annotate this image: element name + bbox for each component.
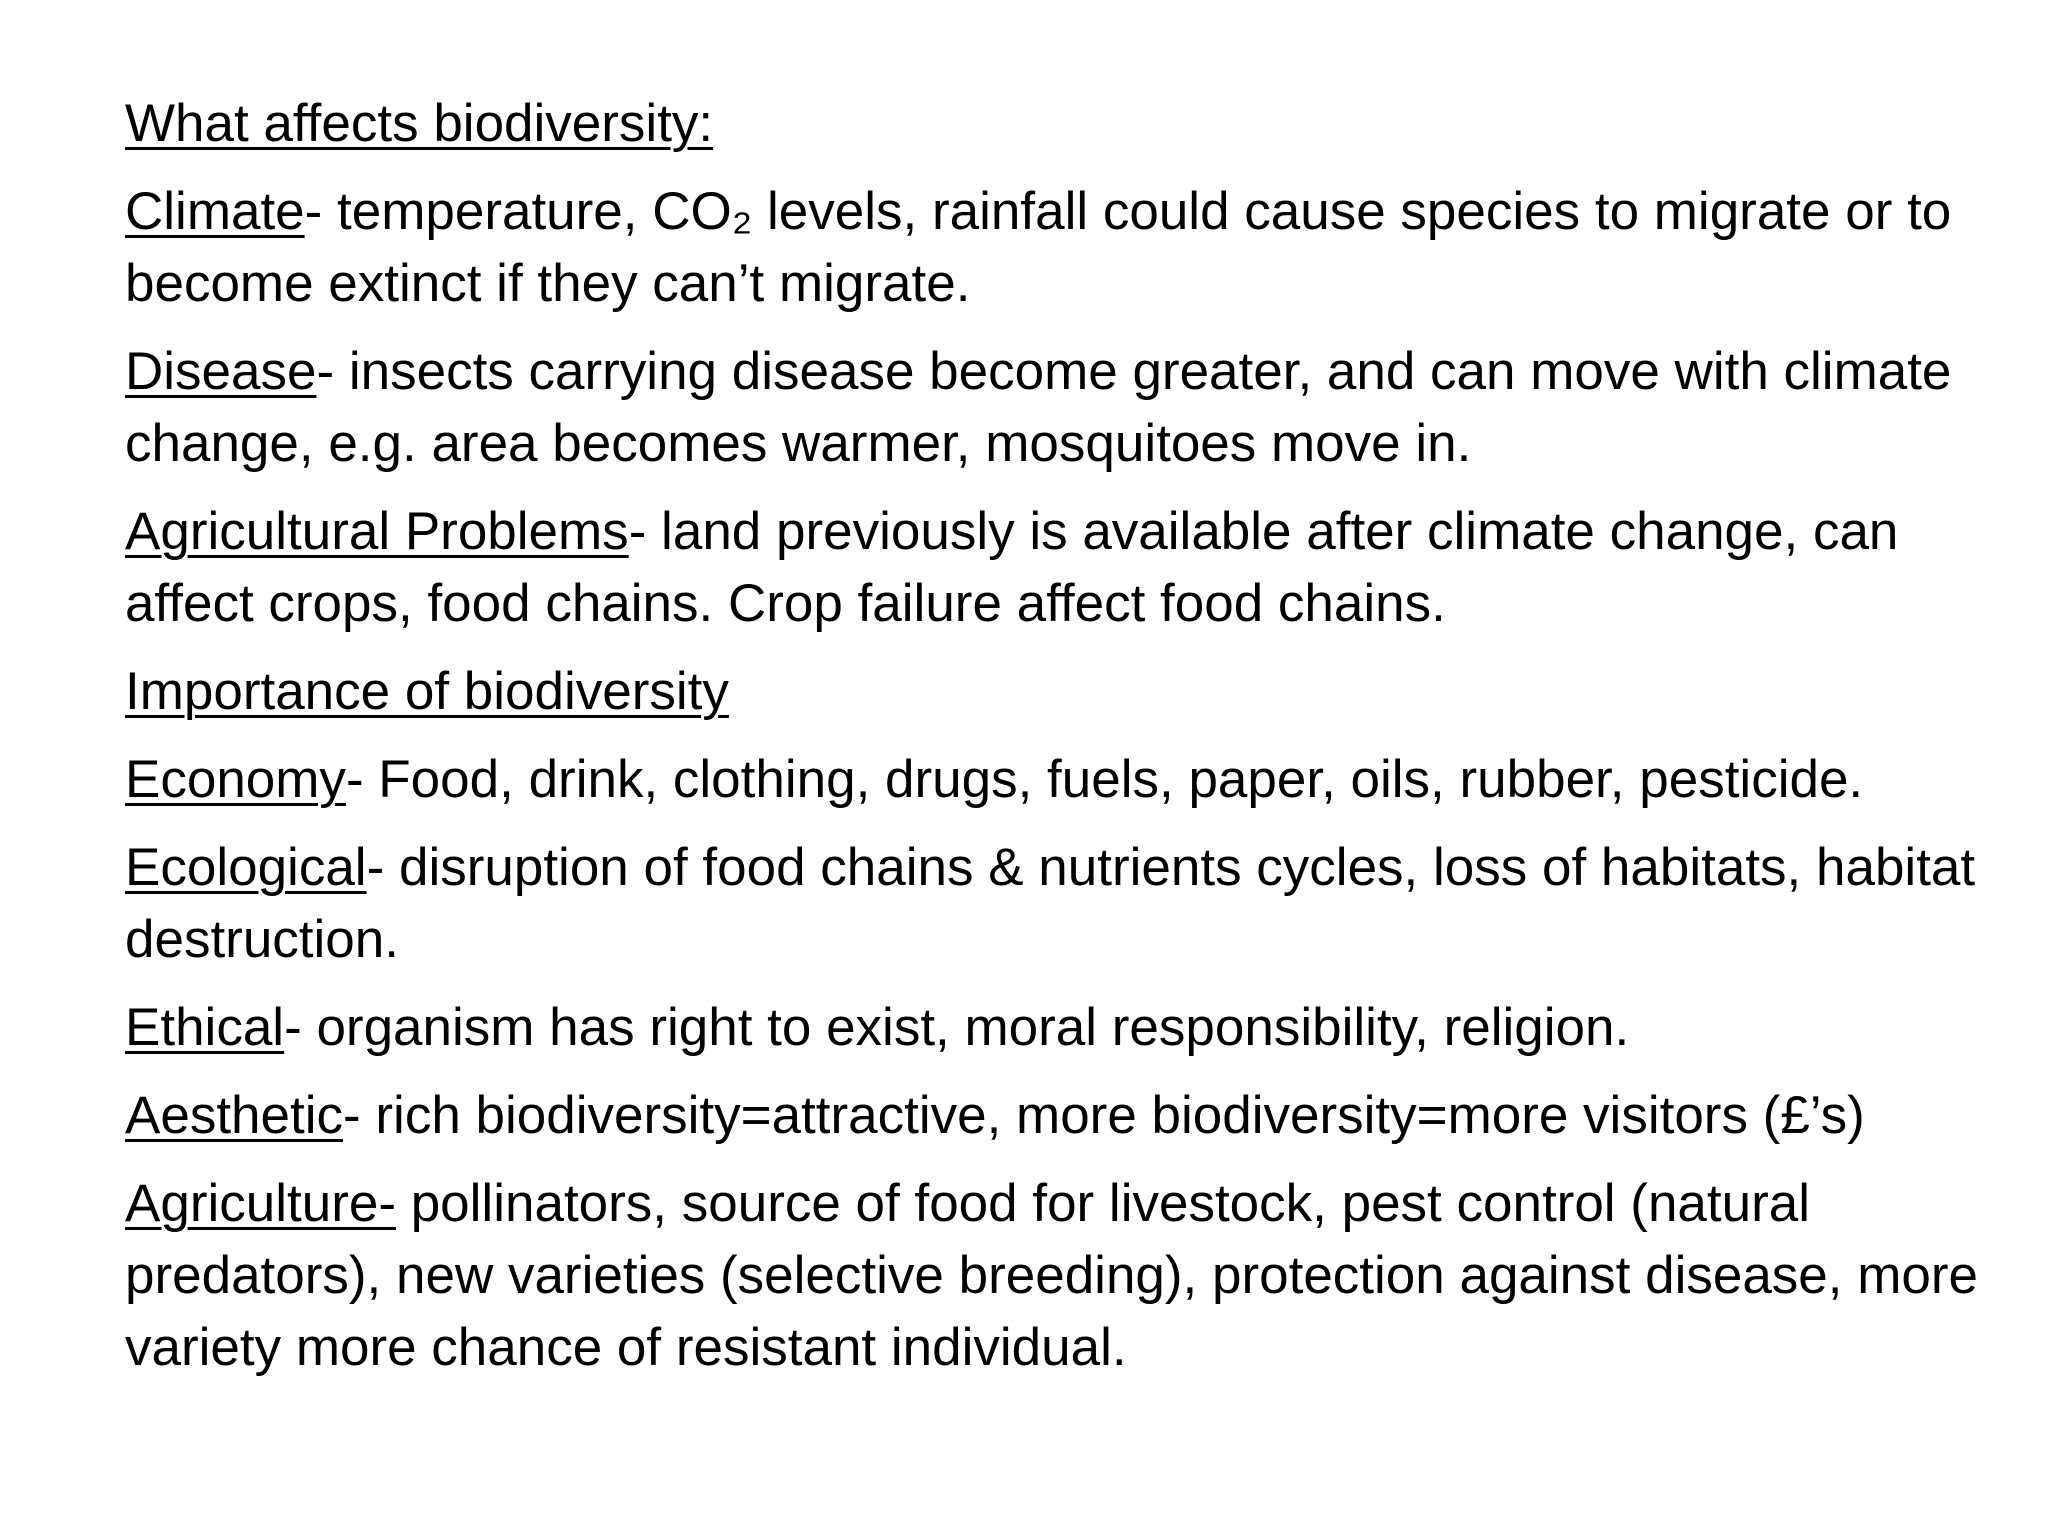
disease-text: - insects carrying disease become greater, and can move with climate change, e.g. area becomes warmer, mosquitoes move in. bbox=[125, 342, 1952, 473]
climate-paragraph bbox=[125, 176, 2005, 320]
aesthetic-paragraph bbox=[125, 1080, 2005, 1152]
agricultural-problems-term: Agricultural Problems bbox=[125, 502, 629, 561]
disease-paragraph bbox=[125, 336, 2005, 480]
heading-affects-text: What affects biodiversity: bbox=[125, 94, 714, 153]
climate-term: Climate bbox=[125, 182, 305, 241]
ethical-text: - organism has right to exist, moral responsibility, religion. bbox=[284, 998, 1630, 1057]
agriculture-text: pollinators, source of food for livestock, pest control (natural predators), new varieties (selective breeding), protection against disease, more variety more chance of resistant individual. bbox=[125, 1174, 1978, 1377]
aesthetic-text: - rich biodiversity=attractive, more biodiversity=more visitors (£’s) bbox=[343, 1086, 1865, 1145]
agriculture-term: Agriculture- bbox=[125, 1174, 396, 1233]
climate-text: - temperature, CO₂ levels, rainfall could cause species to migrate or to become extinct if they can’t migrate. bbox=[125, 182, 1952, 313]
heading-importance-text: Importance of biodiversity bbox=[125, 662, 729, 721]
ecological-text: - disruption of food chains & nutrients cycles, loss of habitats, habitat destruction. bbox=[125, 838, 1976, 969]
heading-importance bbox=[125, 656, 2005, 728]
economy-term: Economy bbox=[125, 750, 346, 809]
ethical-paragraph bbox=[125, 992, 2005, 1064]
aesthetic-term: Aesthetic bbox=[125, 1086, 344, 1145]
agriculture-paragraph bbox=[125, 1168, 2005, 1384]
ethical-term: Ethical bbox=[125, 998, 285, 1057]
disease-term: Disease bbox=[125, 342, 317, 401]
heading-affects bbox=[125, 88, 2005, 160]
ecological-term: Ecological bbox=[125, 838, 367, 897]
agricultural-problems-paragraph bbox=[125, 496, 2005, 640]
economy-text: - Food, drink, clothing, drugs, fuels, paper, oils, rubber, pesticide. bbox=[345, 750, 1864, 809]
slide-content bbox=[125, 88, 2005, 1400]
economy-paragraph bbox=[125, 744, 2005, 816]
ecological-paragraph bbox=[125, 832, 2005, 976]
agricultural-problems-text: - land previously is available after climate change, can affect crops, food chains. Crop failure affect food chains. bbox=[125, 502, 1899, 633]
